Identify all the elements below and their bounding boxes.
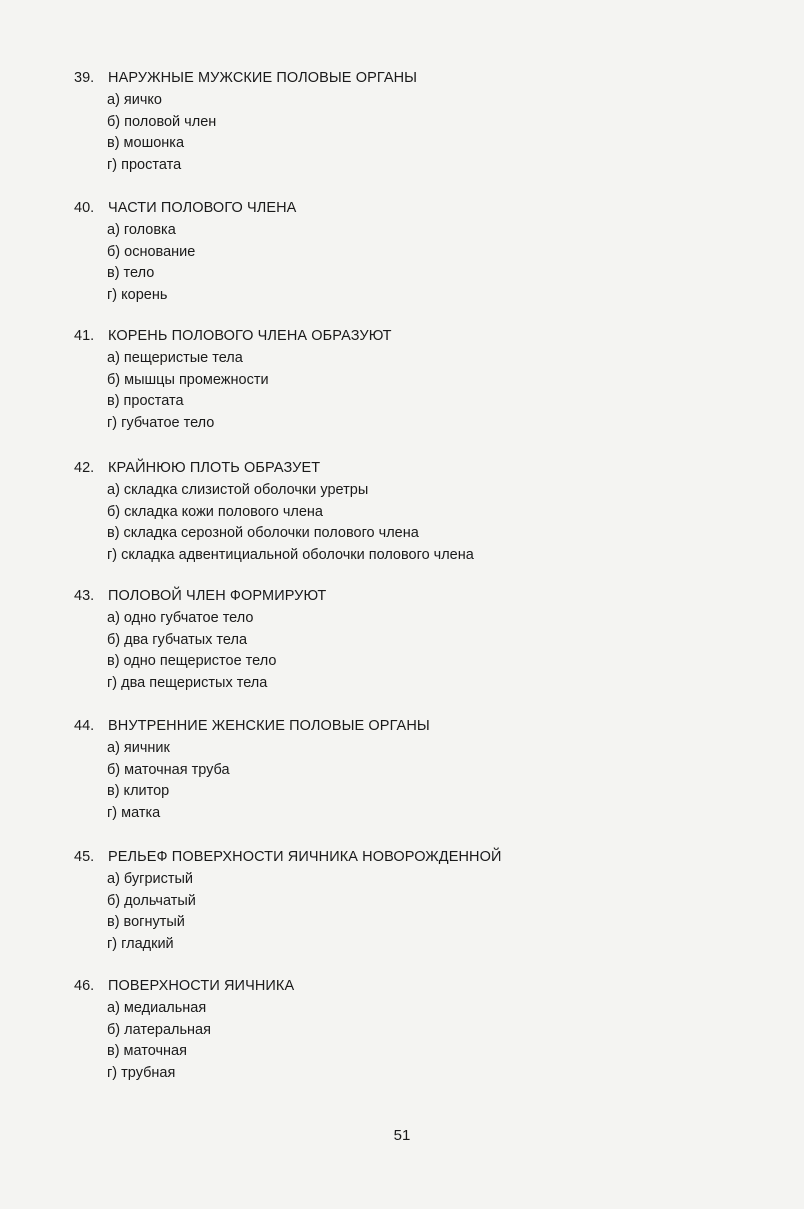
question-title: ЧАСТИ ПОЛОВОГО ЧЛЕНА (108, 200, 297, 216)
question-number: 46. (74, 978, 95, 994)
question-header (0, 68, 720, 88)
answer-option: а) пещеристые тела (107, 350, 243, 366)
answer-option: г) складка адвентициальной оболочки полового члена (107, 546, 474, 563)
question-number: 43. (74, 588, 95, 604)
answer-option: г) два пещеристых тела (107, 674, 268, 691)
answer-option: в) вогнутый (107, 914, 185, 930)
answer-option: б) два губчатых тела (107, 631, 248, 648)
answer-option: б) латеральная (107, 1021, 211, 1038)
question-title: КОРЕНЬ ПОЛОВОГО ЧЛЕНА ОБРАЗУЮТ (108, 328, 392, 344)
question-title: РЕЛЬЕФ ПОВЕРХНОСТИ ЯИЧНИКА НОВОРОЖДЕННОЙ (108, 849, 502, 865)
page-number: 51 (393, 1127, 411, 1144)
answer-option: б) основание (107, 243, 196, 260)
question-number: 40. (74, 200, 95, 216)
question-46 (0, 976, 720, 1084)
question-number: 44. (74, 718, 95, 734)
answer-option: г) корень (107, 286, 168, 303)
answer-option: б) маточная труба (107, 761, 230, 778)
answer-option: б) складка кожи полового члена (107, 503, 323, 520)
question-title: ВНУТРЕННИЕ ЖЕНСКИЕ ПОЛОВЫЕ ОРГАНЫ (108, 718, 430, 734)
answer-option: а) бугристый (107, 871, 194, 887)
answer-options (0, 348, 720, 434)
question-number: 39. (74, 70, 95, 86)
answer-options (0, 869, 720, 955)
question-40 (0, 198, 720, 306)
answer-option: а) медиальная (107, 1000, 207, 1016)
answer-option: в) тело (107, 265, 155, 281)
question-title: ПОЛОВОЙ ЧЛЕН ФОРМИРУЮТ (108, 588, 327, 604)
answer-option: в) мошонка (107, 135, 185, 151)
question-41 (0, 326, 720, 434)
question-header (0, 326, 720, 346)
question-42 (0, 458, 720, 566)
answer-option: а) одно губчатое тело (107, 610, 254, 626)
answer-options (0, 220, 720, 306)
question-title: КРАЙНЮЮ ПЛОТЬ ОБРАЗУЕТ (108, 460, 321, 476)
answer-option: а) головка (107, 222, 176, 238)
answer-option: г) губчатое тело (107, 414, 215, 431)
answer-option: в) маточная (107, 1043, 187, 1059)
answer-option: б) мышцы промежности (107, 371, 269, 388)
question-39 (0, 68, 720, 176)
answer-option: а) яичко (107, 92, 162, 108)
question-number: 42. (74, 460, 95, 476)
answer-option: б) половой член (107, 113, 217, 130)
answer-options (0, 738, 720, 824)
answer-options (0, 480, 720, 566)
question-header (0, 586, 720, 606)
question-43 (0, 586, 720, 694)
answer-option: г) трубная (107, 1064, 176, 1081)
answer-option: г) простата (107, 156, 182, 173)
answer-option: а) яичник (107, 740, 170, 756)
question-number: 45. (74, 849, 95, 865)
question-number: 41. (74, 328, 95, 344)
answer-option: в) клитор (107, 783, 170, 799)
answer-option: в) одно пещеристое тело (107, 653, 277, 669)
answer-options (0, 90, 720, 176)
question-title: ПОВЕРХНОСТИ ЯИЧНИКА (108, 978, 295, 994)
question-header (0, 198, 720, 218)
answer-option: в) складка серозной оболочки полового члена (107, 525, 419, 541)
question-header (0, 716, 720, 736)
question-45 (0, 847, 720, 955)
question-header (0, 847, 720, 867)
answer-option: г) гладкий (107, 935, 174, 952)
question-44 (0, 716, 720, 824)
question-title: НАРУЖНЫЕ МУЖСКИЕ ПОЛОВЫЕ ОРГАНЫ (108, 70, 418, 86)
question-header (0, 458, 720, 478)
answer-options (0, 608, 720, 694)
answer-option: а) складка слизистой оболочки уретры (107, 482, 369, 498)
answer-option: г) матка (107, 804, 161, 821)
answer-option: в) простата (107, 393, 184, 409)
answer-options (0, 998, 720, 1084)
question-header (0, 976, 720, 996)
answer-option: б) дольчатый (107, 892, 196, 909)
